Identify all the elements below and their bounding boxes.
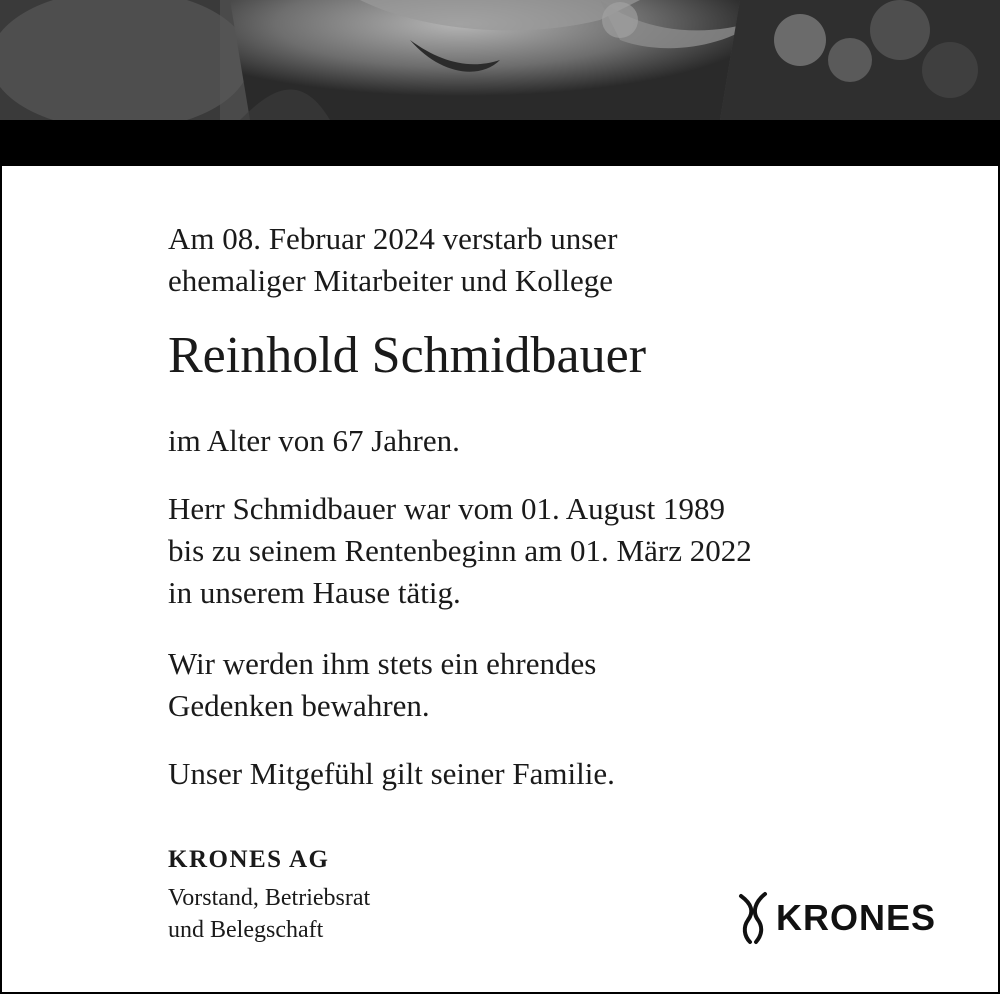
krones-logo-mark-icon bbox=[738, 890, 768, 946]
black-banner bbox=[0, 120, 1000, 166]
company-name: KRONES AG bbox=[168, 846, 330, 873]
memory-text: Wir werden ihm stets ein ehrendes Gedenken bewahren. bbox=[168, 646, 597, 723]
stone-angel-image bbox=[0, 0, 1000, 120]
krones-logo-text: KRONES bbox=[776, 897, 937, 938]
krones-logo bbox=[738, 888, 936, 948]
career-text: Herr Schmidbauer war vom 01. August 1989 bis zu seinem Rentenbeginn am 01. März 2022 in unserem Hause tätig. bbox=[168, 491, 752, 610]
obituary-card bbox=[0, 166, 1000, 994]
company-subline: Vorstand, Betriebsrat und Belegschaft bbox=[168, 885, 371, 943]
age-text: im Alter von 67 Jahren. bbox=[168, 423, 460, 458]
header-photo-stone-angel bbox=[0, 0, 1000, 120]
deceased-name: Reinhold Schmidbauer bbox=[168, 327, 647, 384]
sympathy-text: Unser Mitgefühl gilt seiner Familie. bbox=[168, 756, 615, 791]
intro-text: Am 08. Februar 2024 verstarb unser ehemaliger Mitarbeiter und Kollege bbox=[168, 221, 618, 298]
